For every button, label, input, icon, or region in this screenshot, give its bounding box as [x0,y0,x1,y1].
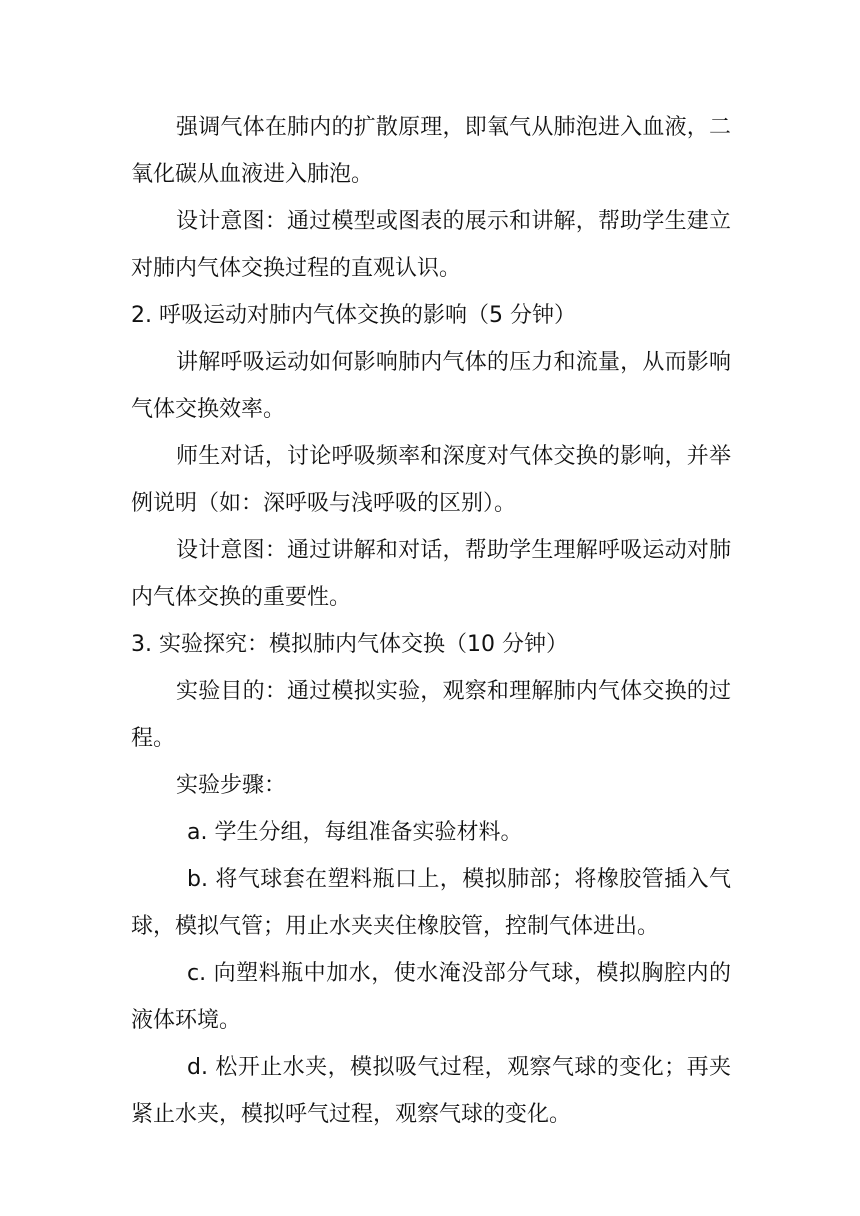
paragraph-diffusion-principle: 强调气体在肺内的扩散原理，即氧气从肺泡进入血液，二氧化碳从血液进入肺泡。 [131,115,731,187]
paragraph-experiment-steps-title: 实验步骤： [176,773,287,798]
paragraph-design-intent-dialogue: 设计意图：通过讲解和对话，帮助学生理解呼吸运动对肺内气体交换的重要性。 [131,538,731,610]
section-heading-experiment: 3. 实验探究：模拟肺内气体交换（10 分钟） [131,632,568,657]
section-heading-breathing-movement: 2. 呼吸运动对肺内气体交换的影响（5 分钟） [131,303,576,328]
experiment-step-c: c. 向塑料瓶中加水，使水淹没部分气球，模拟胸腔内的液体环境。 [131,961,731,1033]
experiment-step-b: b. 将气球套在塑料瓶口上，模拟肺部；将橡胶管插入气球，模拟气管；用止水夹夹住橡胶管，控制气体进出。 [131,867,731,939]
paragraph-design-intent-model: 设计意图：通过模型或图表的展示和讲解，帮助学生建立对肺内气体交换过程的直观认识。 [131,209,731,281]
paragraph-teacher-student-dialogue: 师生对话，讨论呼吸频率和深度对气体交换的影响，并举例说明（如：深呼吸与浅呼吸的区别）。 [131,444,731,516]
document-body [131,104,731,1138]
experiment-step-a: a. 学生分组，每组准备实验材料。 [187,820,523,845]
paragraph-breathing-explanation: 讲解呼吸运动如何影响肺内气体的压力和流量，从而影响气体交换效率。 [131,350,731,422]
paragraph-experiment-purpose: 实验目的：通过模拟实验，观察和理解肺内气体交换的过程。 [131,679,731,751]
experiment-step-d: d. 松开止水夹，模拟吸气过程，观察气球的变化；再夹紧止水夹，模拟呼气过程，观察气球的变化。 [131,1055,731,1127]
